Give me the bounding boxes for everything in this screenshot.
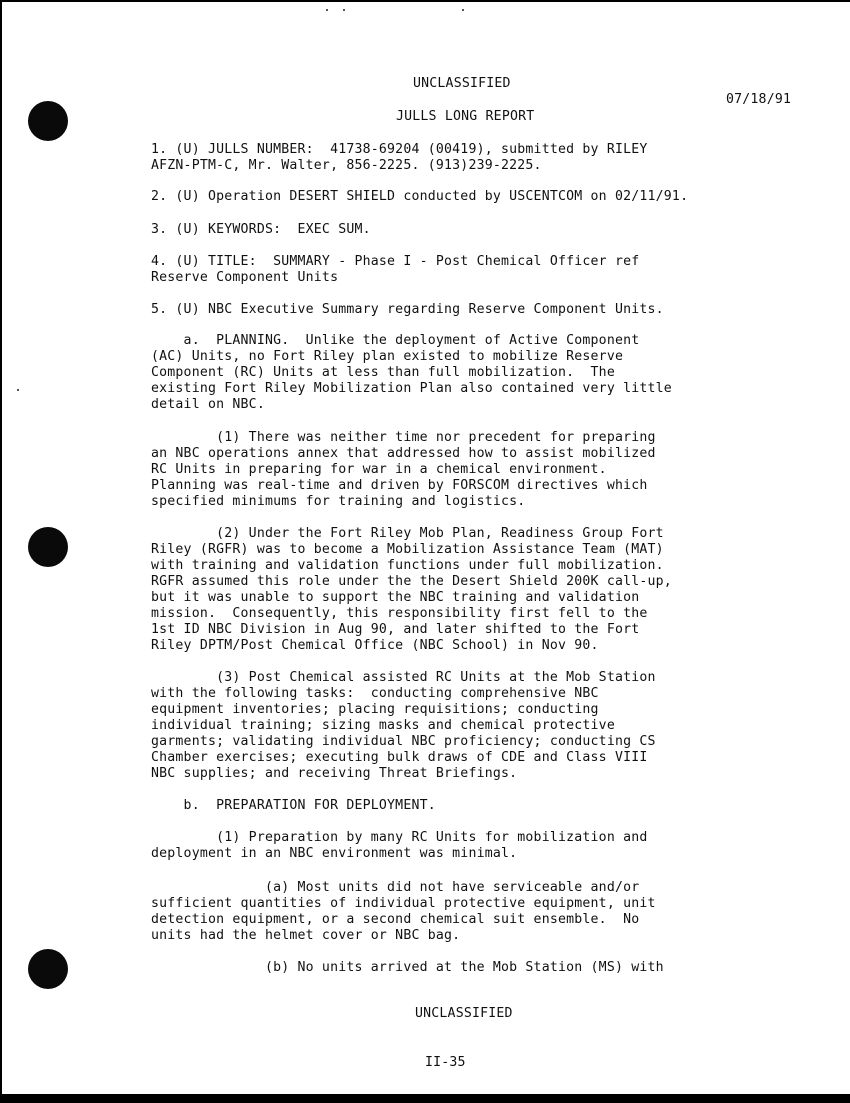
body-line: b. PREPARATION FOR DEPLOYMENT. xyxy=(151,798,436,813)
scan-speck xyxy=(326,9,328,11)
body-line: 1st ID NBC Division in Aug 90, and later shifted to the Fort xyxy=(151,622,640,637)
scan-edge-bottom xyxy=(0,1094,850,1103)
punch-hole-middle xyxy=(28,527,68,567)
body-line: existing Fort Riley Mobilization Plan also contained very little xyxy=(151,381,672,396)
body-line: 3. (U) KEYWORDS: EXEC SUM. xyxy=(151,222,371,237)
body-line: Chamber exercises; executing bulk draws of CDE and Class VIII xyxy=(151,750,648,765)
body-line: (1) Preparation by many RC Units for mobilization and xyxy=(151,830,648,845)
body-line: (3) Post Chemical assisted RC Units at the Mob Station xyxy=(151,670,656,685)
body-line: detail on NBC. xyxy=(151,397,265,412)
page-number: II-35 xyxy=(425,1055,466,1070)
body-line: with the following tasks: conducting comprehensive NBC xyxy=(151,686,599,701)
scan-speck xyxy=(462,9,464,11)
body-line: 2. (U) Operation DESERT SHIELD conducted by USCENTCOM on 02/11/91. xyxy=(151,189,689,204)
body-line: but it was unable to support the NBC training and validation xyxy=(151,590,640,605)
body-line: (2) Under the Fort Riley Mob Plan, Readiness Group Fort xyxy=(151,526,664,541)
body-line: garments; validating individual NBC proficiency; conducting CS xyxy=(151,734,656,749)
body-line: 5. (U) NBC Executive Summary regarding Reserve Component Units. xyxy=(151,302,664,317)
body-line: equipment inventories; placing requisitions; conducting xyxy=(151,702,599,717)
body-line: Riley (RGFR) was to become a Mobilization Assistance Team (MAT) xyxy=(151,542,664,557)
body-line: mission. Consequently, this responsibility first fell to the xyxy=(151,606,648,621)
body-line: Reserve Component Units xyxy=(151,270,339,285)
body-line: (b) No units arrived at the Mob Station (MS) with xyxy=(151,960,664,975)
body-line: 4. (U) TITLE: SUMMARY - Phase I - Post Chemical Officer ref xyxy=(151,254,640,269)
body-line: 1. (U) JULLS NUMBER: 41738-69204 (00419), submitted by RILEY xyxy=(151,142,648,157)
report-title: JULLS LONG REPORT xyxy=(396,109,535,124)
body-line: Component (RC) Units at less than full mobilization. The xyxy=(151,365,615,380)
report-date: 07/18/91 xyxy=(726,92,792,107)
body-line: sufficient quantities of individual protective equipment, unit xyxy=(151,896,656,911)
punch-hole-bottom xyxy=(28,949,68,989)
body-line: AFZN-PTM-C, Mr. Walter, 856-2225. (913)239-2225. xyxy=(151,158,542,173)
scan-edge-top xyxy=(0,0,850,2)
scan-speck xyxy=(343,9,345,11)
body-line: specified minimums for training and logistics. xyxy=(151,494,526,509)
scan-edge-left xyxy=(0,0,2,1103)
punch-hole-top xyxy=(28,101,68,141)
body-line: a. PLANNING. Unlike the deployment of Active Component xyxy=(151,333,640,348)
body-line: units had the helmet cover or NBC bag. xyxy=(151,928,461,943)
body-line: detection equipment, or a second chemical suit ensemble. No xyxy=(151,912,640,927)
body-line: individual training; sizing masks and chemical protective xyxy=(151,718,615,733)
scan-speck xyxy=(17,389,19,391)
classification-bottom: UNCLASSIFIED xyxy=(415,1006,513,1021)
body-line: Planning was real-time and driven by FORSCOM directives which xyxy=(151,478,648,493)
body-line: RGFR assumed this role under the the Desert Shield 200K call-up, xyxy=(151,574,672,589)
body-line: deployment in an NBC environment was minimal. xyxy=(151,846,518,861)
body-line: RC Units in preparing for war in a chemical environment. xyxy=(151,462,607,477)
body-line: (AC) Units, no Fort Riley plan existed to mobilize Reserve xyxy=(151,349,624,364)
body-line: NBC supplies; and receiving Threat Briefings. xyxy=(151,766,518,781)
body-line: Riley DPTM/Post Chemical Office (NBC School) in Nov 90. xyxy=(151,638,599,653)
classification-top: UNCLASSIFIED xyxy=(413,76,511,91)
body-line: (1) There was neither time nor precedent for preparing xyxy=(151,430,656,445)
body-line: with training and validation functions under full mobilization. xyxy=(151,558,664,573)
body-line: (a) Most units did not have serviceable and/or xyxy=(151,880,640,895)
body-line: an NBC operations annex that addressed how to assist mobilized xyxy=(151,446,656,461)
